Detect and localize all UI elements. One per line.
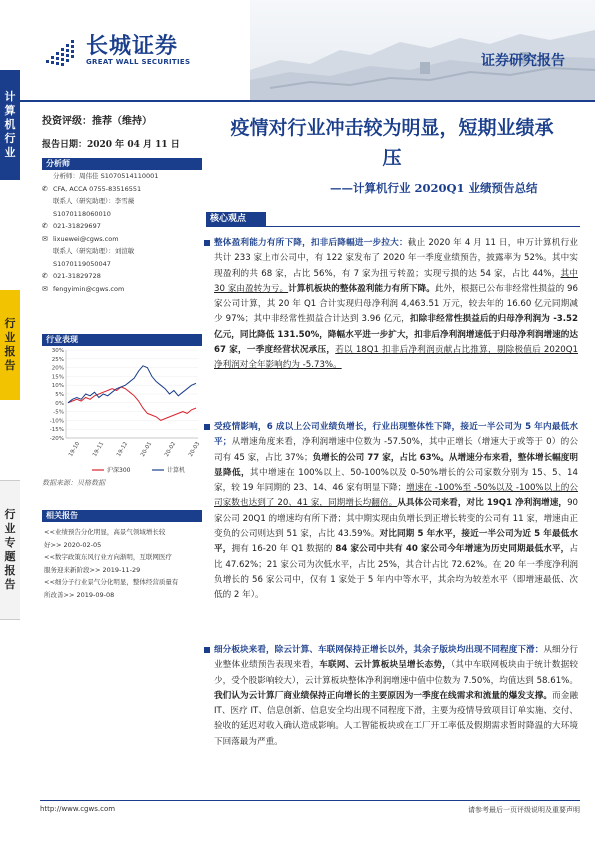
paragraph-run: 对比 19Q1 净利润增速， (466, 498, 568, 509)
y-tick-label: -5% (53, 409, 64, 416)
logo-english-name: GREAT WALL SECURITIES (86, 58, 191, 66)
side-tab-char: 算 (4, 104, 16, 117)
footer-note: 请参考最后一页评级说明及重要声明 (468, 806, 580, 814)
bullet-icon (204, 647, 210, 653)
x-tick-label: 19-11 (92, 441, 106, 458)
analyst-text: 021-31829697 (53, 222, 101, 230)
core-view-heading: 核心观点 (206, 212, 266, 227)
paragraph-profitability (214, 236, 578, 374)
side-tab-char: 行 (4, 508, 16, 521)
analyst-row (42, 283, 202, 296)
report-date: 报告日期：2020 年 04 月 11 日 (42, 140, 180, 150)
paragraph-run: 拥有 16-20 年 Q1 数据的 (231, 544, 336, 555)
header-divider (0, 100, 595, 102)
side-tab-computer-industry (0, 70, 20, 180)
performance-chart-svg (42, 346, 202, 474)
paragraph-run: 负增长的公司 77 家，占比 63%。从增速分布来看，整体增长幅度明显降低， (214, 452, 578, 478)
report-title (206, 113, 578, 173)
analyst-row (42, 258, 202, 271)
great-wall-logo-icon (40, 30, 80, 70)
analyst-text: 联系人（研究助理）：刘渲敏 (53, 247, 135, 255)
y-tick-label: 25% (51, 356, 64, 363)
core-divider (266, 226, 580, 227)
performance-chart (42, 346, 202, 486)
x-tick-label: 19-10 (68, 441, 82, 458)
paragraph-epidemic-impact (214, 420, 578, 604)
analyst-text: CFA, ACCA 0755-83516551 (53, 184, 142, 193)
side-tab-char: 行 (4, 317, 16, 330)
bullet-icon (204, 240, 210, 246)
paragraph-run: 整体盈利能力有所下降，扣非后降幅进一步拉大： (214, 238, 408, 248)
investment-rating: 投资评级：推荐（维持） (42, 116, 152, 127)
x-tick-label: 20-01 (140, 441, 154, 458)
x-tick-label: 20-03 (188, 441, 202, 458)
phone-icon: ✆ (42, 272, 48, 280)
footer-url[interactable]: http://www.cgws.com (40, 805, 116, 813)
related-report-line[interactable]: 服务迎来新阶段>> 2019-11-29 (44, 565, 141, 574)
phone-icon: ✆ (42, 222, 48, 230)
paragraph-run: 占比 47.62%；21 家公司为次低水平，占比 25%，其合计占比 72.62%。在 20 年一季度净利润负增长的 56 家公司中，仅有 1 家处于 5 年内中等水平，其余均为较差水平（即增速最低、次低的 2 年）。 (214, 544, 578, 601)
side-tab-char: 告 (4, 359, 16, 372)
side-tab-char: 题 (4, 550, 16, 563)
analyst-row (42, 208, 202, 221)
paragraph-run: 84 家公司中共有 40 家公司今年增速为历史同期最低水平， (335, 544, 570, 555)
related-report-line[interactable]: 好>> 2020-02-05 (44, 540, 102, 549)
paragraph-run: 截止 2020 年 4 月 11 日，申万计算机行业共计 233 家上市公司中，有 122 家发布了 2020 年一季度业绩预告，披露率为 52%。其中实现盈利的共 68 家，占比 56%，有 7 家为扭亏转盈；实现亏损的达 54 家，占比 44%， (214, 238, 578, 279)
related-reports (42, 510, 202, 601)
analyst-row (42, 270, 202, 283)
side-tab-char: 专 (4, 536, 16, 549)
paragraph-run: （其中车联网板块由于统计数据较少，受个股影响较大），云计算板块整体净利润增速中值中位数为 7.50%，均值达到 58.61%。 (214, 660, 578, 686)
side-tab-char: 业 (4, 146, 16, 159)
related-report-line[interactable]: <<业绩预告分化明显，高景气领域增长较 (44, 528, 166, 536)
paragraph-run: 而金融 IT、医疗 IT、信息创新、信息安全均出现不同程度下滑，主要为疫情导致项目订单实施、交付、验收的延迟对收入确认造成影响。人工智能板块或在工厂开工率低及假期需求暂时降温的大环境下回落最为严重。 (214, 690, 578, 747)
data-source: 数据来源：贝格数据 (42, 479, 105, 487)
x-tick-label: 19-12 (116, 441, 130, 458)
paragraph-run: 其中 30 家由盈转为亏。 (214, 268, 578, 294)
y-tick-label: 10% (51, 383, 64, 390)
analyst-text: 联系人（研究助理）：李雪薇 (53, 197, 135, 205)
side-tab-char: 计 (4, 90, 16, 103)
paragraph-run: 从细分行业整体业绩预告表现来看， (214, 645, 578, 671)
analyst-row (42, 183, 202, 196)
y-tick-label: 15% (51, 374, 64, 381)
related-heading: 相关报告 (42, 510, 202, 522)
side-tab-char: 告 (4, 578, 16, 591)
paragraph-run: 此外，根据已公布非经常性损益的 96 家公司计算，其 20 年 Q1 合计实现归母净利润 4,463.51 万元，较去年的 16.60 亿元同期减少 97%；其中非经常性损益合计达到 3.96 亿元， (214, 283, 578, 325)
report-meta (42, 112, 202, 150)
company-logo (40, 30, 190, 70)
analyst-text: 021-31829728 (53, 272, 101, 280)
paragraph-run: 对比同期 5 年水平，接近一半公司为近 5 年最低水平， (214, 529, 578, 555)
y-tick-label: -15% (49, 427, 64, 434)
paragraph-run: 从具体公司来看， (397, 498, 467, 509)
paragraph-run: 90 家公司 20Q1 的增速均有所下滑；其中期实现由负增长到正增长转变的公司有 11 家，增速由正变负的公司则达到 51 家，占比 43.59%。 (214, 498, 578, 540)
paragraph-run: 若以 18Q1 扣非后净利润贡献占比推算，剔除极值后 2020Q1 净利润对全年影响约为 -5.73%。 (214, 345, 579, 371)
phone-icon: ✆ (42, 184, 48, 193)
related-report-line[interactable]: <<数字政策东风行业方向渐明，互联网医疗 (44, 553, 172, 561)
page-footer (40, 800, 580, 814)
performance-heading: 行业表现 (42, 334, 202, 346)
side-tab-char: 业 (4, 331, 16, 344)
analyst-row (42, 220, 202, 233)
side-tab-char: 报 (4, 345, 16, 358)
y-tick-label: 5% (55, 392, 64, 398)
logo-chinese-name: 长城证券 (86, 33, 179, 59)
y-tick-label: 0% (55, 400, 64, 407)
side-tab-char: 报 (4, 564, 16, 577)
analyst-row (42, 245, 202, 258)
analyst-row (42, 233, 202, 246)
analyst-text: S1070119050047 (53, 259, 111, 268)
title-line: 压 (382, 147, 402, 169)
y-tick-label: -20% (49, 436, 64, 442)
paragraph-run: 受疫情影响，6 成以上公司业绩负增长，行业出现整体性下降，接近一半公司为 5 年内最低水平； (214, 422, 578, 448)
related-report-line[interactable]: <<细分子行业景气分化明显，整体经营质量有 (44, 578, 179, 586)
y-tick-label: -10% (49, 418, 64, 425)
paragraph-run: 计算机板块的整体盈利能力有所下降。 (288, 283, 435, 294)
analyst-text: 分析师：周伟佳 S1070514110001 (53, 172, 159, 180)
industry-performance (42, 334, 202, 486)
side-tab-industry-special-report (0, 480, 20, 620)
page-header (0, 0, 595, 100)
x-tick-label: 20-02 (164, 441, 178, 458)
email-icon: ✉ (42, 234, 48, 243)
report-subtitle: ——计算机行业 2020Q1 业绩预告总结 (330, 181, 538, 195)
analyst-list (42, 170, 202, 295)
paragraph-run: 细分板块来看，除云计算、车联网保持正增长以外，其余子版块均出现不同程度下滑： (214, 645, 544, 655)
bullet-icon (204, 424, 210, 430)
series-line-hs300 (68, 387, 196, 420)
paragraph-run: 我们认为云计算厂商业绩保持正向增长的主要原因为一季度在线需求和流量的爆发支撑。 (214, 690, 553, 701)
analyst-text: fengyimin@cgws.com (53, 284, 125, 293)
side-tab-char: 机 (4, 118, 16, 131)
side-tab-char: 业 (4, 522, 16, 535)
analyst-text: S1070118060010 (53, 209, 111, 218)
title-line: 疫情对行业冲击较为明显，短期业绩承 (230, 117, 554, 139)
y-tick-label: 30% (51, 348, 64, 354)
analyst-row (42, 195, 202, 208)
paragraph-segments (214, 643, 578, 750)
legend-label: 沪深300 (107, 467, 131, 474)
series-line-computer (68, 366, 196, 403)
y-tick-label: 20% (51, 365, 64, 372)
analyst-heading: 分析师 (42, 158, 202, 170)
paragraph-run: 车联网、云计算板块呈增长态势， (319, 660, 451, 671)
paragraph-run: 其中增速在 100%以上、50-100%以及 0-50%增长的公司家数分别为 15、5、14 家，较 19 年同期的 23、14、46 家有明显下降； (214, 467, 578, 494)
analyst-text: lixuewei@cgws.com (53, 234, 119, 243)
email-icon: ✉ (42, 284, 48, 293)
related-report-line[interactable]: 所改善>> 2019-09-08 (44, 590, 115, 599)
report-type-label: 证券研究报告 (481, 53, 565, 69)
analyst-row (42, 170, 202, 183)
side-tab-industry-report (0, 290, 20, 400)
core-view-section (206, 212, 580, 227)
paragraph-run: 从增速角度来看，净利润增速中位数为 -57.50%，其中正增长（增速大于或等于 0）的公司有 45 家，占比 37%； (214, 437, 578, 463)
paragraph-run: 扣除非经常性损益后的归母净利润为 -3.52 亿元，同比降低 131.50%，降幅水平进一步扩大，扣非后净利润增速低于归母净利润增速的达 67 家，一季度经营状况承压， (214, 314, 579, 356)
side-tab-char: 行 (4, 132, 16, 145)
paragraph-run: 增速在 -100%至 -50%以及 -100%以上的公司家数也达到了 20、41 家，同期增长均翻倍。 (214, 483, 578, 509)
legend-label: 计算机 (167, 467, 186, 474)
